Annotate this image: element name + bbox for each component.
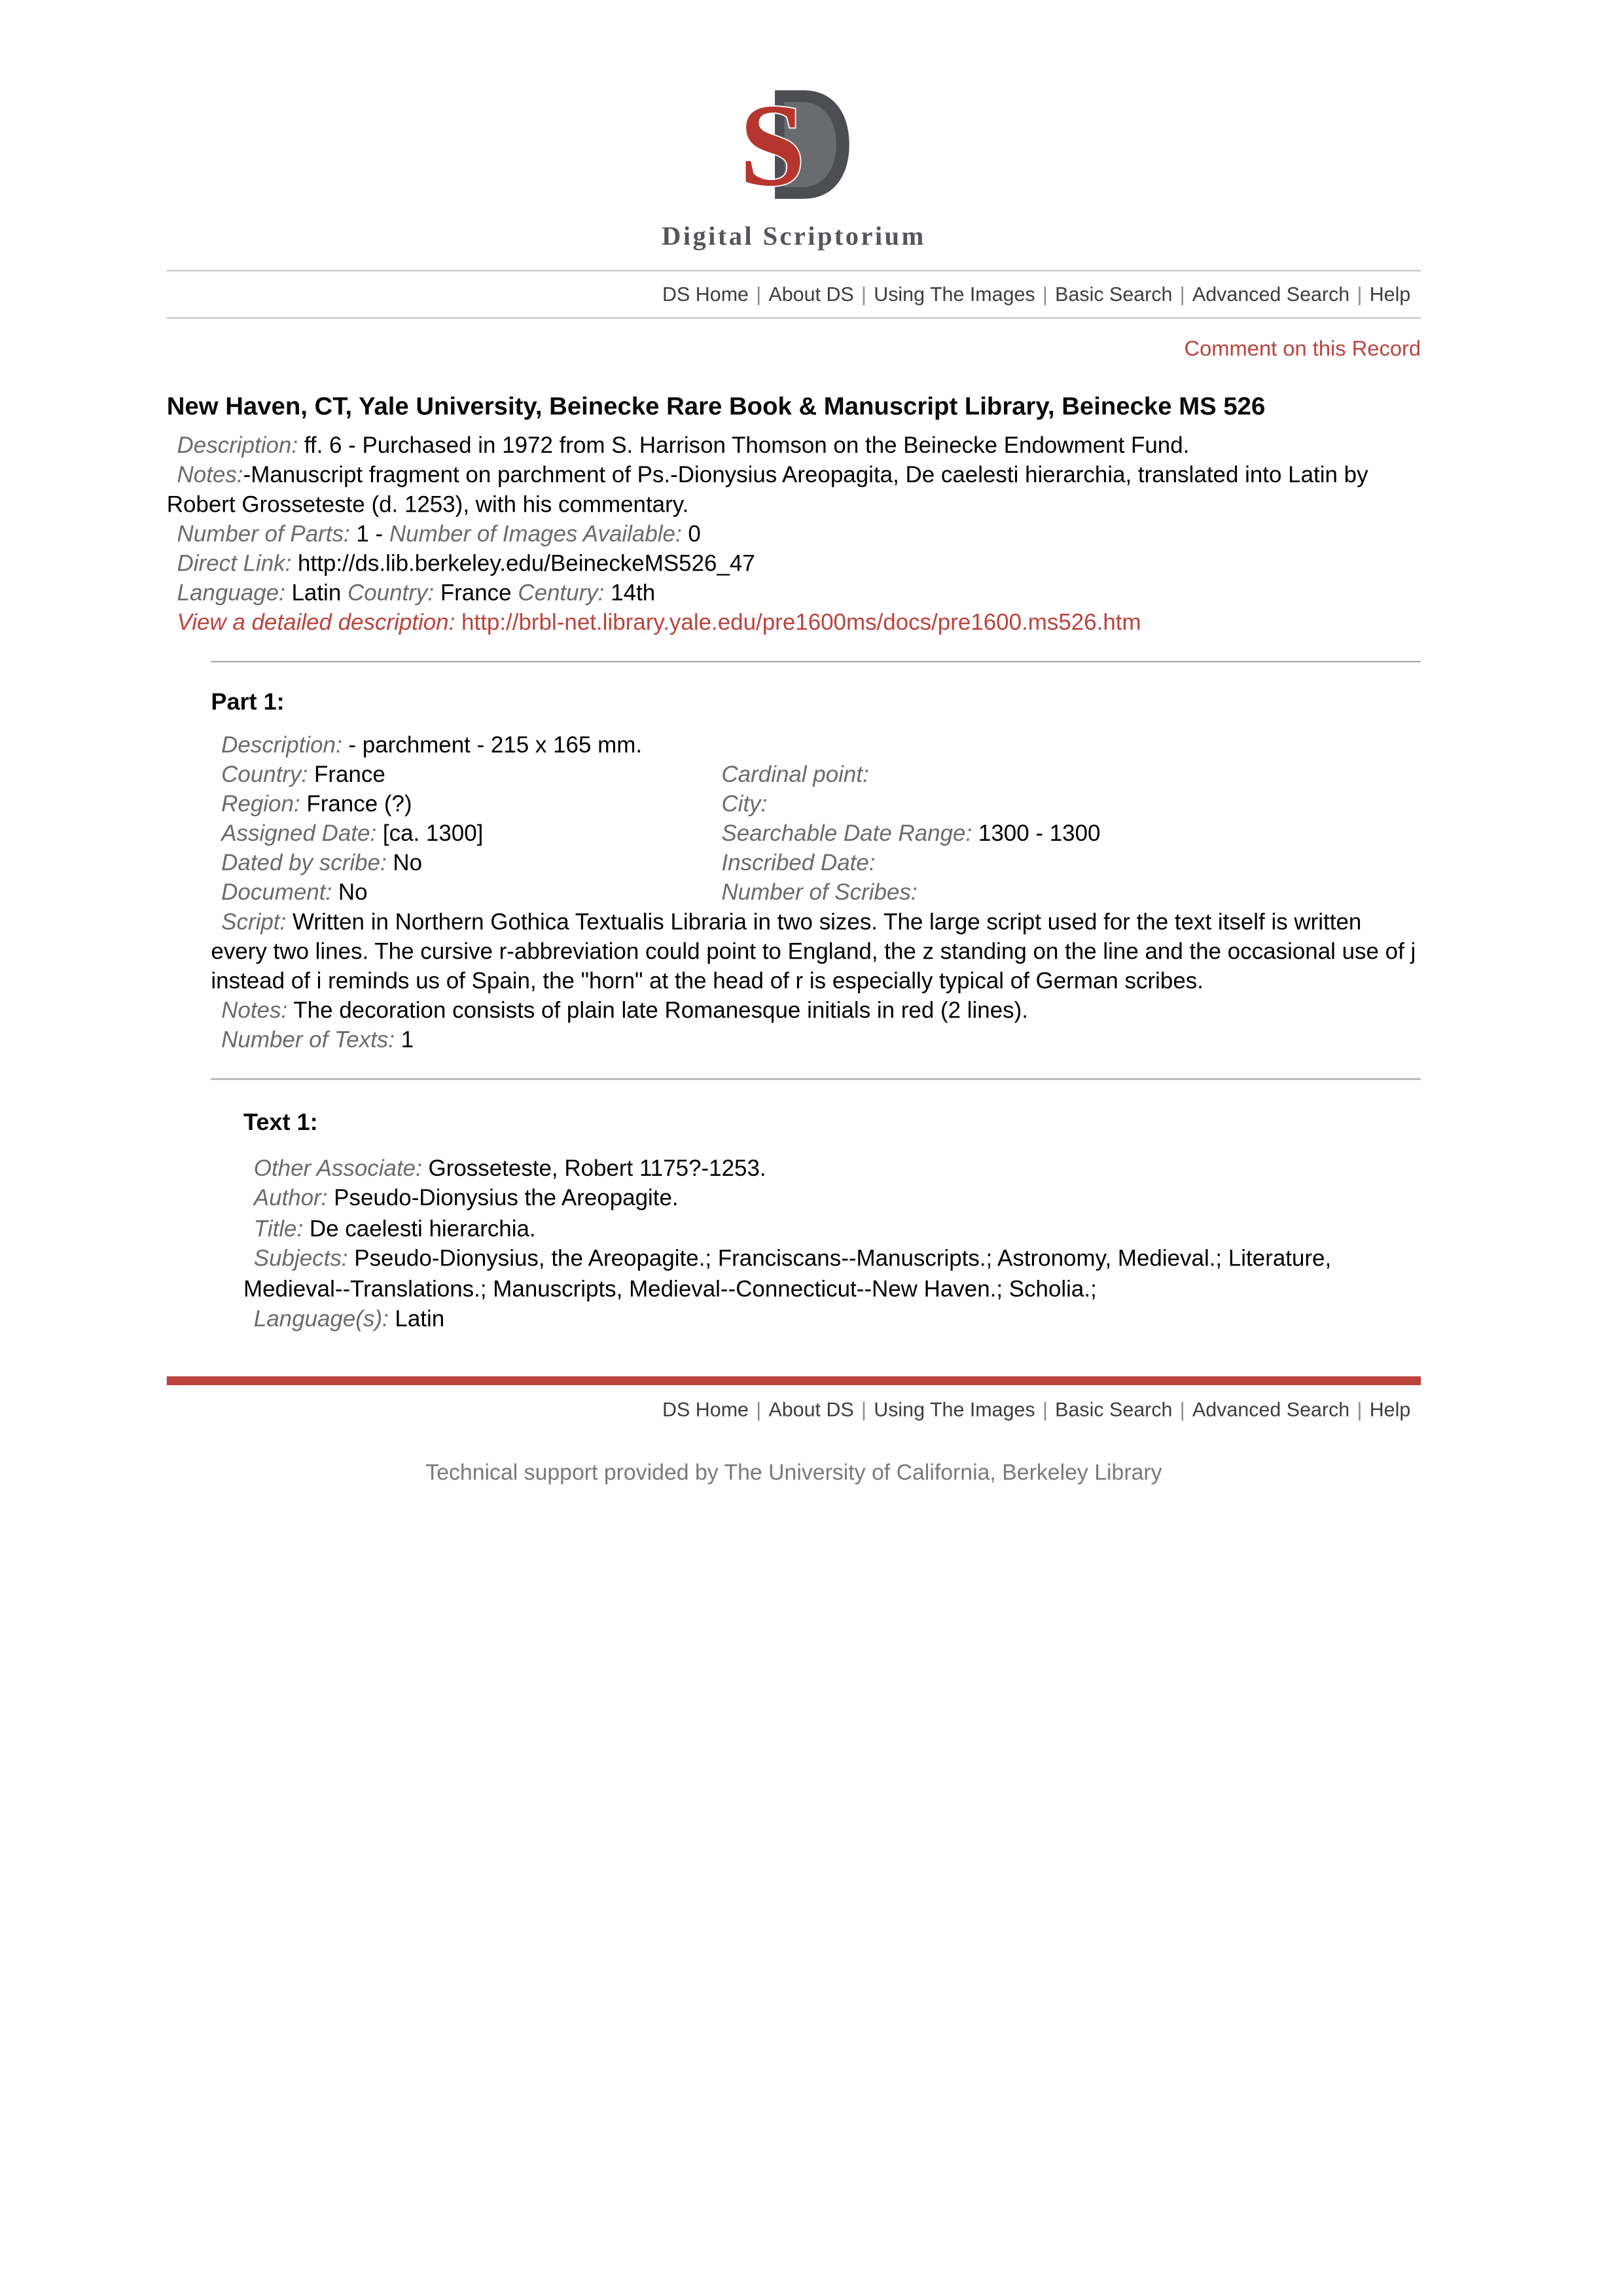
images-available-label: Number of Images Available: [389, 522, 682, 548]
other-associate-label: Other Associate: [253, 1156, 422, 1181]
nav-advanced-search[interactable]: Advanced Search [1192, 283, 1350, 306]
digital-scriptorium-logo-icon [735, 80, 853, 211]
comment-on-record-link[interactable]: Comment on this Record [1184, 338, 1421, 362]
language-value: Latin [291, 581, 342, 607]
part-description-label: Description: [221, 733, 342, 758]
part-field-row [211, 790, 1421, 820]
field-label: Cardinal point: [721, 762, 869, 788]
author-label: Author: [253, 1186, 328, 1211]
author-line [243, 1184, 1421, 1214]
number-of-texts-value: 1 [401, 1028, 414, 1053]
detailed-description-link[interactable]: http://brbl-net.library.yale.edu/pre1600ms/docs/pre1600.ms526.htm [461, 610, 1141, 636]
number-of-texts-label: Number of Texts: [221, 1028, 395, 1053]
part-1-heading: Part 1: [211, 690, 285, 716]
field-label: Inscribed Date: [721, 851, 876, 877]
other-associate-line [243, 1154, 1421, 1184]
part-description-line [211, 732, 1421, 761]
text-1-heading: Text 1: [243, 1110, 318, 1136]
nav-separator: | [1042, 1398, 1048, 1420]
nav-separator: | [861, 283, 866, 306]
field-label: Region: [221, 792, 300, 817]
description-line [167, 433, 1421, 462]
dash-separator: - [375, 522, 383, 548]
title-line [243, 1215, 1421, 1245]
images-available-value: 0 [688, 522, 701, 548]
top-nav [167, 270, 1421, 319]
number-of-texts-line [211, 1027, 1421, 1056]
script-label: Script: [221, 910, 287, 936]
notes-value: -Manuscript fragment on parchment of Ps.-Dionysius Areopagita, De caelesti hierarchia, translated into Latin by Robert Grosseteste (d. 1253), with his commentary. [166, 463, 1368, 518]
language-label: Language: [177, 581, 285, 607]
direct-link-value: http://ds.lib.berkeley.edu/BeineckeMS526_47 [298, 552, 755, 577]
notes-label: Notes: [177, 463, 243, 489]
field-label: Dated by scribe: [221, 851, 387, 877]
part-field-row [211, 879, 1421, 909]
field-value: [ca. 1300] [382, 821, 484, 847]
nav-separator: | [756, 283, 762, 306]
masthead [167, 0, 1421, 253]
footer-nav-help[interactable]: Help [1369, 1398, 1411, 1420]
footer-nav [167, 1385, 1421, 1420]
nav-separator: | [756, 1398, 762, 1420]
field-label: Country: [221, 762, 308, 788]
part-notes-value: The decoration consists of plain late Romanesque initials in red (2 lines). [293, 998, 1028, 1024]
nav-about-ds[interactable]: About DS [768, 283, 854, 306]
field-value: No [338, 880, 368, 906]
footer-nav-basic-search[interactable]: Basic Search [1055, 1398, 1173, 1420]
field-label: Assigned Date: [221, 821, 377, 847]
description-label: Description: [177, 433, 298, 459]
detailed-description-line [167, 609, 1421, 639]
footer-nav-advanced-search[interactable]: Advanced Search [1192, 1398, 1350, 1420]
direct-link-label: Direct Link: [177, 552, 292, 577]
footer-nav-about-ds[interactable]: About DS [768, 1398, 854, 1420]
languages-value: Latin [395, 1307, 445, 1332]
subjects-line [243, 1245, 1421, 1305]
section-divider [211, 1078, 1421, 1080]
part-field-row [211, 850, 1421, 879]
field-label: Number of Scribes: [721, 880, 918, 906]
script-paragraph [211, 909, 1421, 997]
part-description-value: - parchment - 215 x 165 mm. [348, 733, 643, 758]
part-notes-label: Notes: [221, 998, 288, 1024]
other-associate-value: Grosseteste, Robert 1175?-1253. [428, 1156, 766, 1181]
text-1-section [243, 1109, 1421, 1335]
section-divider [211, 661, 1421, 662]
parts-images-line [167, 521, 1421, 550]
languages-label: Language(s): [253, 1307, 389, 1332]
detailed-description-label: View a detailed description: [177, 610, 455, 636]
field-value: France (?) [306, 792, 412, 817]
century-value: 14th [611, 581, 656, 607]
notes-line [167, 462, 1421, 521]
nav-separator: | [1357, 283, 1363, 306]
nav-basic-search[interactable]: Basic Search [1055, 283, 1173, 306]
part-notes-line [211, 997, 1421, 1027]
language-country-century-line [167, 580, 1421, 609]
field-label: Document: [221, 880, 332, 906]
script-value: Written in Northern Gothica Textualis Libraria in two sizes. The large script used for the text itself is written every two lines. The cursive r-abbreviation could point to England, the z standing on the line and the occasional use of j instead of i reminds us of Spain, the "horn" at the head of r is especially typical of German scribes. [211, 910, 1416, 995]
field-label: City: [721, 792, 768, 817]
languages-line [243, 1305, 1421, 1335]
title-label: Title: [253, 1216, 304, 1242]
field-value: No [393, 851, 423, 877]
nav-help[interactable]: Help [1369, 283, 1411, 306]
svg-text:S: S [739, 80, 806, 211]
footer-nav-using-the-images[interactable]: Using The Images [874, 1398, 1035, 1420]
record-summary [167, 433, 1421, 639]
footer-red-bar [167, 1375, 1421, 1385]
title-value: De caelesti hierarchia. [309, 1216, 536, 1242]
logo-wordmark: Digital Scriptorium [662, 221, 926, 251]
part-field-row [211, 761, 1421, 790]
field-label: Searchable Date Range: [721, 821, 972, 847]
nav-separator: | [861, 1398, 866, 1420]
footer-nav-ds-home[interactable]: DS Home [662, 1398, 749, 1420]
nav-using-the-images[interactable]: Using The Images [874, 283, 1035, 306]
nav-separator: | [1042, 283, 1048, 306]
part-1-section [211, 689, 1421, 1056]
field-value: 1300 - 1300 [978, 821, 1101, 847]
nav-ds-home[interactable]: DS Home [662, 283, 749, 306]
description-value: ff. 6 - Purchased in 1972 from S. Harrison Thomson on the Beinecke Endowment Fund. [304, 433, 1190, 459]
direct-link-line [167, 550, 1421, 580]
author-value: Pseudo-Dionysius the Areopagite. [334, 1186, 679, 1211]
country-label: Country: [348, 581, 435, 607]
nav-separator: | [1179, 283, 1185, 306]
part-field-row [211, 821, 1421, 850]
country-value: France [440, 581, 512, 607]
record-title: New Haven, CT, Yale University, Beinecke Rare Book & Manuscript Library, Beinecke MS 526 [166, 392, 1266, 421]
subjects-value: Pseudo-Dionysius, the Areopagite.; Franciscans--Manuscripts.; Astronomy, Medieval.; Literature, Medieval--Translations.; Manuscripts, Medieval--Connecticut--New Haven.; Scholia.; [243, 1246, 1332, 1302]
technical-support-text: Technical support provided by The University of California, Berkeley Library [425, 1459, 1162, 1485]
number-of-parts-value: 1 [356, 522, 369, 548]
subjects-label: Subjects: [253, 1246, 348, 1272]
number-of-parts-label: Number of Parts: [177, 522, 350, 548]
nav-separator: | [1357, 1398, 1363, 1420]
century-label: Century: [518, 581, 605, 607]
field-value: France [313, 762, 385, 788]
nav-separator: | [1179, 1398, 1185, 1420]
